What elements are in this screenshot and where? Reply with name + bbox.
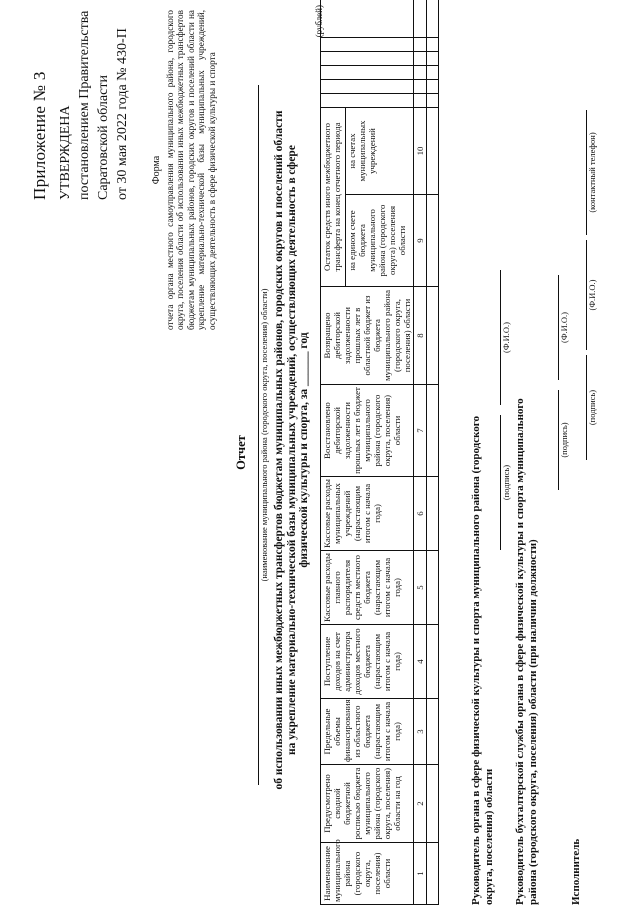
report-table (320, 0, 439, 905)
group-header: Остаток средств иного межбюджетного трансферта на конец отчетного периода (321, 107, 346, 286)
approval-line: Саратовской области (96, 75, 111, 200)
empty-cell (427, 79, 439, 93)
col-number: 8 (414, 287, 427, 385)
approval-line: УТВЕРЖДЕНА (58, 105, 73, 200)
form-heading: Форма (151, 155, 162, 185)
col-header: Предельные объемы финансирования из областного бюджета (нарастающим итогом с начала года) (321, 699, 414, 765)
col-number: 6 (414, 477, 427, 551)
units-label: (рублей) (314, 5, 324, 38)
head-signature-label: Руководитель органа в сфере физической культуры и спорта муниципального района (городского округа, поселения) области (470, 415, 495, 905)
appendix-title: Приложение № 3 (30, 71, 49, 200)
empty-cell (427, 385, 439, 477)
empty-cell (427, 843, 439, 905)
empty-cell (427, 765, 439, 843)
report-title: Отчет (234, 435, 248, 470)
col-header: Кассовые расходы главного распорядителя средств местного бюджета (нарастающим итогом с начала года) (321, 551, 414, 625)
empty-col (321, 65, 414, 79)
col-number: 9 (414, 195, 427, 287)
col-header: Восстановлено дебиторской задолженности прошлых лет в бюджет муниципального района (городского округа, поселения) области (321, 385, 414, 477)
empty-cell (427, 37, 439, 51)
col-number: 3 (414, 699, 427, 765)
form-description (152, 10, 218, 330)
sign-caption: (подпись) (501, 464, 511, 501)
empty-col (321, 93, 414, 107)
approval-line: от 30 мая 2022 года № 430-П (115, 28, 130, 200)
subject-line: физической культуры и спорта, за ______ год (298, 332, 310, 568)
fio-caption: (Ф.И.О.) (501, 321, 511, 354)
empty-cell (427, 51, 439, 65)
col-number: 2 (414, 765, 427, 843)
empty-cell (427, 93, 439, 107)
empty-cell (414, 93, 427, 107)
form-text: отчета органа местного самоуправления муниципального района, городского округа, поселения области об использовании иных межбюджетных трансфертов бюджетам муниципальных районов, городских округов и поселений области на укрепление материально-технической базы муниципальных учреждений, осуществляющих деятельность в сфере физической культуры и спорта (164, 10, 217, 330)
subject-line: на укрепление материально-технической базы муниципальных учреждений, осуществляющих деятельность в сфере (285, 145, 298, 755)
col-header: Кассовые расходы муниципальных учреждений (нарастающим итогом с начала года) (321, 477, 414, 551)
subject-line: об использовании иных межбюджетных трансфертов бюджетам муниципальных районов, городских округов и поселений области (273, 110, 285, 790)
empty-cell (414, 79, 427, 93)
approval-line: постановлением Правительства (77, 10, 92, 200)
col-header: на счетах муниципальных учреждений (345, 107, 413, 194)
col-header: на едином счете бюджета муниципального района (городского округа) поселения области (345, 195, 413, 287)
empty-cell (427, 287, 439, 385)
empty-cell (414, 37, 427, 51)
empty-cell (414, 0, 427, 37)
empty-col (321, 51, 414, 65)
col-number: 4 (414, 625, 427, 699)
name-caption: (наименование муниципального района (городского округа, поселения) области) (259, 288, 269, 582)
empty-col (321, 37, 414, 51)
sign-caption: (подпись) (587, 389, 597, 426)
empty-cell (427, 107, 439, 194)
col-header: Поступление доходов на счет администратора доходов местного бюджета (нарастающим итогом с начала года) (321, 625, 414, 699)
empty-cell (427, 195, 439, 287)
col-number: 10 (414, 107, 427, 194)
header-row (321, 0, 346, 905)
empty-cell (427, 65, 439, 79)
sign-caption: (подпись) (559, 422, 569, 458)
empty-cell (414, 51, 427, 65)
executor-label: Исполнитель (570, 838, 582, 905)
col-number: 7 (414, 385, 427, 477)
col-number: 5 (414, 551, 427, 625)
empty-cell (414, 65, 427, 79)
empty-cell (427, 477, 439, 551)
report-subject (273, 35, 311, 865)
phone-caption: (контактный телефон) (587, 132, 597, 213)
empty-cell (427, 699, 439, 765)
approval-block (30, 10, 132, 200)
empty-cell (427, 625, 439, 699)
empty-cell (427, 0, 439, 37)
col-number: 1 (414, 843, 427, 905)
col-header: Возвращено дебиторской задолженности прошлых лет в областной бюджет из бюджета муниципального района (городского округа, поселения) области (321, 287, 414, 385)
empty-col (321, 0, 414, 37)
fio-caption: (Ф.И.О.) (559, 311, 569, 344)
empty-col (321, 79, 414, 93)
col-header: Предусмотрено сводной бюджетной росписью бюджета муниципального района (городского округа, поселения) области на год (321, 765, 414, 843)
blank-row (427, 0, 439, 905)
accountant-signature-label: Руководитель бухгалтерской службы органа в сфере физической культуры и спорта муниципального района (городского округа, поселения) области (при наличии должности) (514, 398, 539, 905)
empty-cell (427, 551, 439, 625)
fio-caption: (Ф.И.О.) (587, 279, 597, 311)
col-header: Наименование муниципального района (городского округа, поселения) области (321, 843, 414, 905)
number-row (414, 0, 427, 905)
